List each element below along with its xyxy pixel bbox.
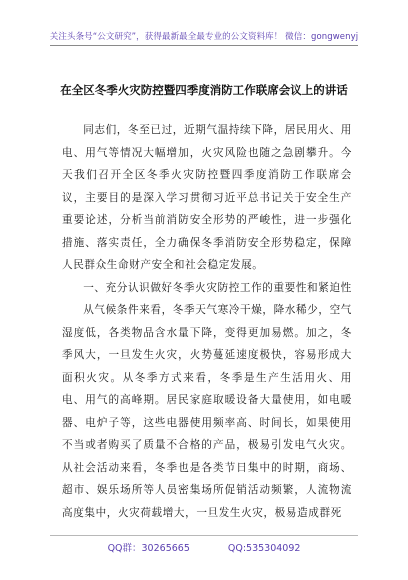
document-title: 在全区冬季火灾防控暨四季度消防工作联席会议上的讲话: [60, 83, 348, 97]
header-banner: 关注头条号“公文研究”，获得最新最全最专业的公文资料库！ 微信：gongwenyj: [49, 32, 359, 42]
footer: [0, 540, 408, 554]
paragraph-intro: 同志们，冬至已过，近期气温持续下降，居民用火、用电、用气等情况大幅增加，火灾风险也随之急剧攀升。今天我们召开全区冬季火灾防控暨四季度消防工作联席会议，主要目的是深入学习贯彻习近平总书记关于安全生产重要论述，分析当前消防安全形势的严峻性，进一步强化措施、落实责任，全力确保冬季消防安全形势稳定，保障人民群众生命财产安全和社会稳定发展。: [62, 124, 352, 271]
document-body: [62, 119, 352, 524]
section-heading-1: 一、充分认识做好冬季火灾防控工作的重要性和紧迫性: [83, 281, 352, 294]
footer-qq: QQ:535304092: [227, 543, 301, 554]
footer-qq-group: QQ群：30265665: [107, 543, 190, 554]
footer-divider: [50, 535, 358, 536]
header-divider: [50, 45, 358, 46]
paragraph-section-1: 从气候条件来看，冬季天气寒冷干燥，降水稀少，空气湿度低，各类物品含水量下降，变得更加易燃。加之，冬季风大，一旦发生火灾，火势蔓延速度极快，容易形成大面积火灾。从冬季方式来看，冬季是生产生活用火、用电、用气的高峰期。居民家庭取暖设备大量使用，如电暖器、电炉子等，这些电器使用频率高、时间长，如果使用不当或者购买了质量不合格的产品，极易引发电气火灾。从社会活动来看，冬季也是各类节日集中的时期，商场、超市、娱乐场所等人员密集场所促销活动频繁，人流物流高度集中，火灾荷载增大，一旦发生火灾，极易造成群死: [62, 304, 352, 519]
